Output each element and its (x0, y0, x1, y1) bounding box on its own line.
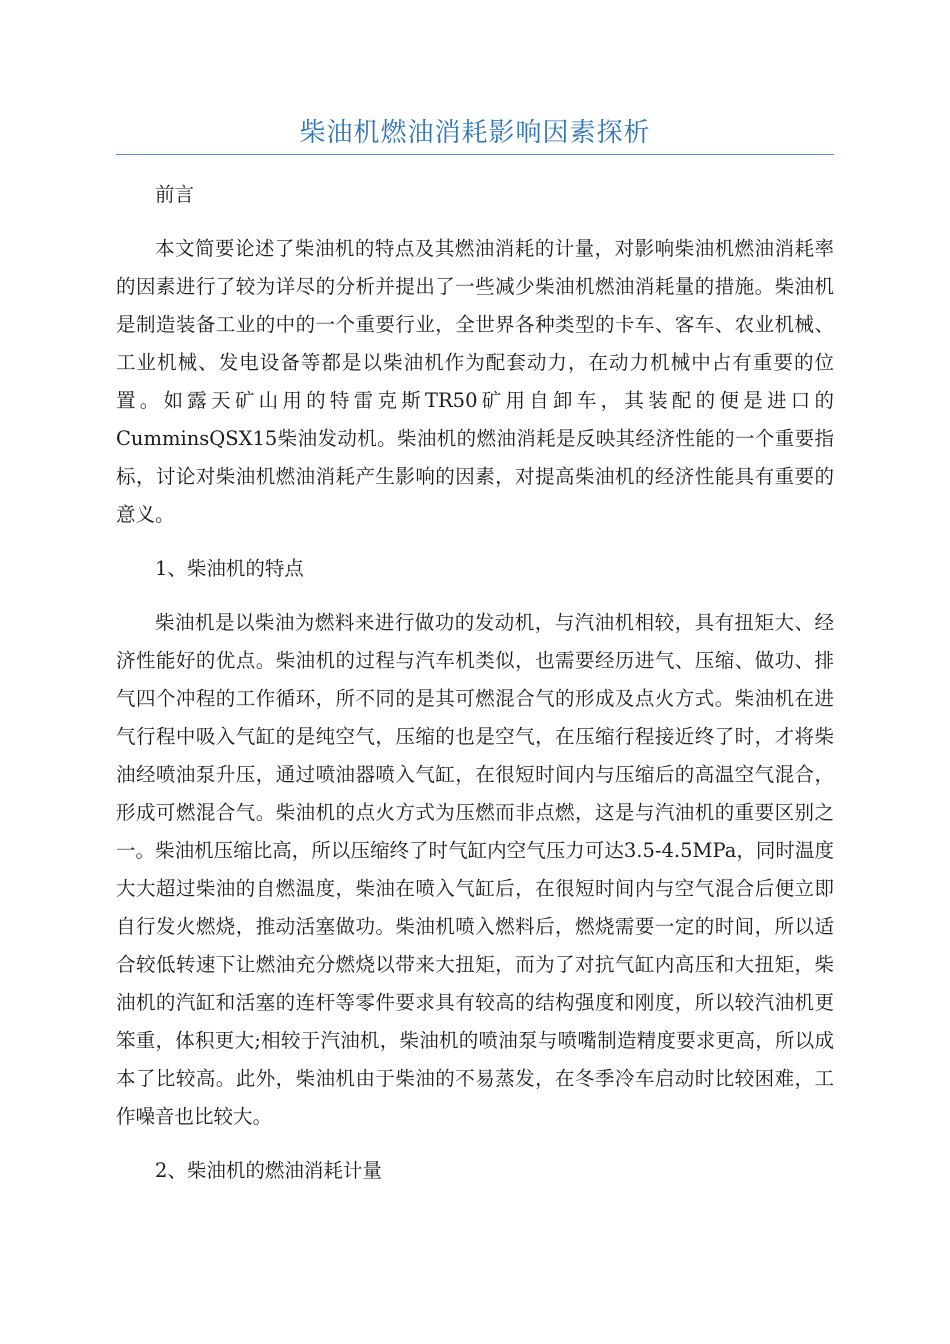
section-heading-preface: 前言 (155, 183, 195, 206)
paragraph-section-1: 柴油机是以柴油为燃料来进行做功的发动机，与汽油机相较，具有扭矩大、经济性能好的优点。柴油机的过程与汽车机类似，也需要经历进气、压缩、做功、排气四个冲程的工作循环，所不同的是其可燃混合气的形成及点火方式。柴油机在进气行程中吸入气缸的是纯空气，压缩的也是空气，在压缩行程接近终了时，才将柴油经喷油泵升压，通过喷油器喷入气缸，在很短时间内与压缩后的高温空气混合，形成可燃混合气。柴油机的点火方式为压燃而非点燃，这是与汽油机的重要区别之一。柴油机压缩比高，所以压缩终了时气缸内空气压力可达3.5-4.5MPa，同时温度大大超过柴油的自燃温度，柴油在喷入气缸后，在很短时间内与空气混合后便立即自行发火燃烧，推动活塞做功。柴油机喷入燃料后，燃烧需要一定的时间，所以适合较低转速下让燃油充分燃烧以带来大扭矩，而为了对抗气缸内高压和大扭矩，柴油机的汽缸和活塞的连杆等零件要求具有较高的结构强度和刚度，所以较汽油机更笨重，体积更大;相较于汽油机，柴油机的喷油泵与喷嘴制造精度要求更高，所以成本了比较高。此外，柴油机由于柴油的不易蒸发，在冬季冷车启动时比较困难，工作噪音也比较大。 (116, 611, 834, 1128)
document-body (116, 176, 834, 1206)
section-heading-2: 2、柴油机的燃油消耗计量 (155, 1159, 382, 1182)
title-underline (116, 154, 834, 155)
section-heading-1: 1、柴油机的特点 (155, 557, 304, 580)
paragraph-preface: 本文简要论述了柴油机的特点及其燃油消耗的计量，对影响柴油机燃油消耗率的因素进行了较为详尽的分析并提出了一些减少柴油机燃油消耗量的措施。柴油机是制造装备工业的中的一个重要行业，全世界各种类型的卡车、客车、农业机械、工业机械、发电设备等都是以柴油机作为配套动力，在动力机械中占有重要的位置。如露天矿山用的特雷克斯TR50矿用自卸车，其装配的便是进口的CumminsQSX15柴油发动机。柴油机的燃油消耗是反映其经济性能的一个重要指标，讨论对柴油机燃油消耗产生影响的因素，对提高柴油机的经济性能具有重要的意义。 (116, 237, 834, 526)
document-title: 柴油机燃油消耗影响因素探析 (299, 118, 651, 148)
